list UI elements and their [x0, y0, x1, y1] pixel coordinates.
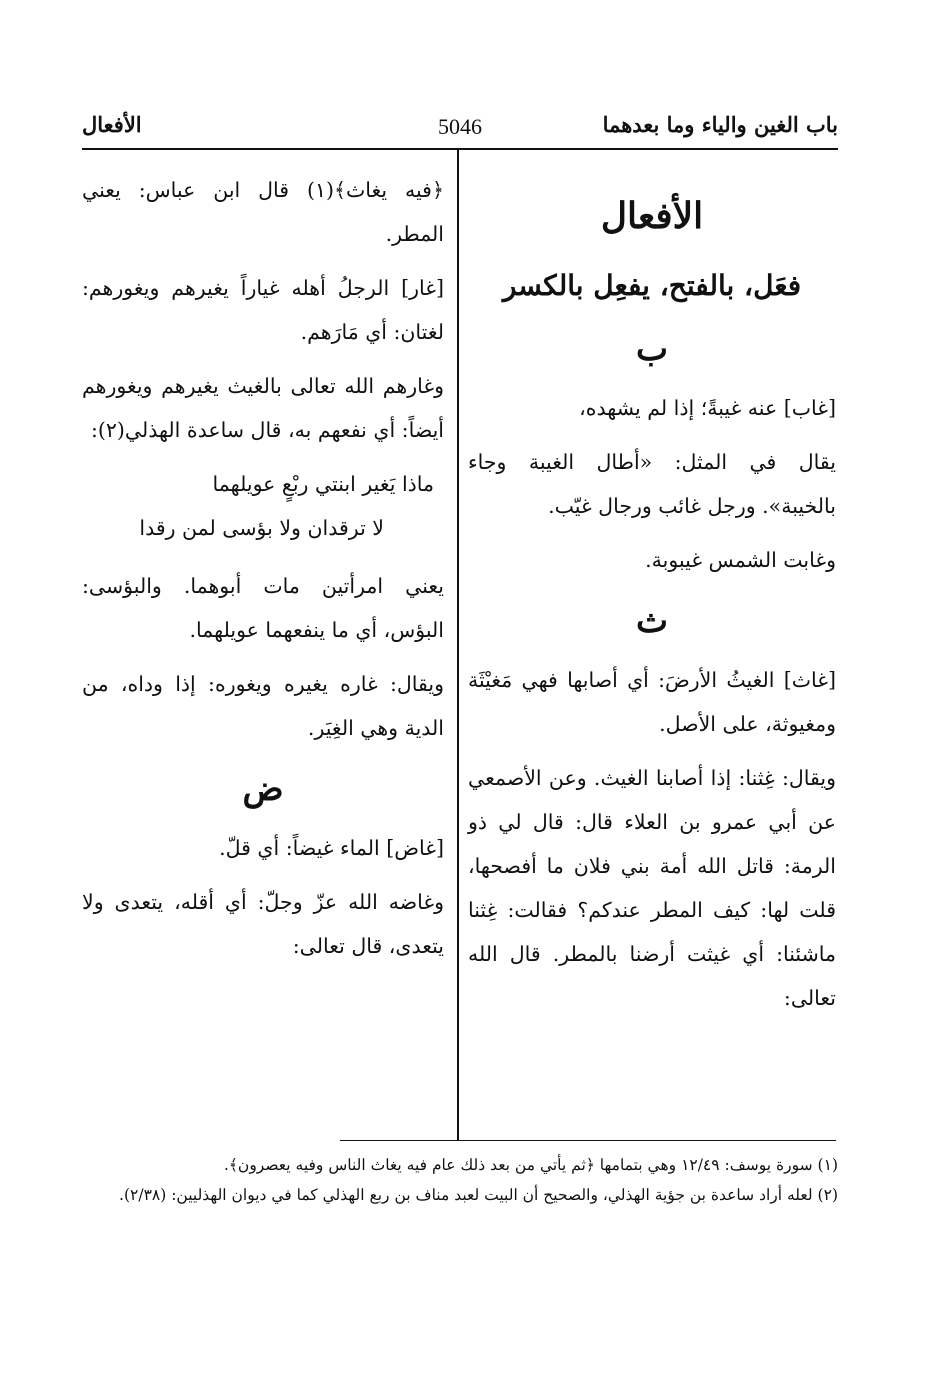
entry-ghad: [غاض] الماء غيضاً: أي قلّ. — [219, 836, 444, 860]
entry-ghab: [غاب] عنه غيبةً؛ إذا لم يشهده، — [579, 396, 836, 420]
page-header — [82, 108, 838, 148]
entry-ghath: [غاث] الغيثُ الأرضَ: أي أصابها فهي مَغيْثَة ومغيوثة، على الأصل. — [468, 668, 836, 736]
footnote-rule — [340, 1140, 836, 1141]
right-heading: الأفعال — [600, 195, 704, 237]
right-subheading: فعَل، بالفتح، يفعِل بالكسر — [502, 269, 802, 302]
footnotes — [82, 1150, 838, 1210]
poem-verse-1: ماذا يَغير ابنتي ربْعٍ عويلهما — [212, 472, 434, 496]
letter-heading-th: ث — [635, 601, 668, 641]
column-divider — [457, 150, 459, 1140]
page-number: 5046 — [438, 114, 482, 139]
header-rule — [82, 148, 838, 150]
entry-ghar-diya: ويقال: غاره يغيره ويغوره: إذا وداه، من الدية وهي الغِيَر. — [82, 672, 444, 740]
section-title: الأفعال — [82, 112, 142, 137]
entry-ghath-story: ويقال: غِثنا: إذا أصابنا الغيث. وعن الأصمعي عن أبي عمرو بن العلاء قال: قال لي ذو الرمة: قاتل الله أمة بني فلان ما أفصحها، قلت لها: كيف المطر عندكم؟ فقالت: غِثنا ماشئنا: أي غيثت أرضنا بالمطر. قال الله تعالى: — [468, 766, 836, 1010]
left-column — [82, 168, 444, 978]
entry-ghad-transitive: وغاضه الله عزّ وجلّ: أي أقله، يتعدى ولا يتعدى، قال تعالى: — [82, 890, 444, 958]
right-column — [468, 168, 836, 1030]
poem-verse-2: لا ترقدان ولا بؤسى لمن رقدا — [139, 516, 384, 540]
chapter-title: باب الغين والياء وما بعدهما — [602, 112, 838, 137]
letter-heading-b: ب — [635, 329, 668, 369]
entry-ghar-rain: وغارهم الله تعالى بالغيث يغيرهم ويغورهم أيضاً: أي نفعهم به، قال ساعدة الهذلي(٢): — [82, 374, 444, 442]
entry-ghar: [غار] الرجلُ أهله غياراً يغيرهم ويغورهم: لغتان: أي مَارَهم. — [82, 276, 444, 344]
entry-ghab-sun: وغابت الشمس غيبوبة. — [645, 548, 836, 572]
footnote-1: (١) سورة يوسف: ١٢/٤٩ وهي بتمامها ﴿ثم يأتي من بعد ذلك عام فيه يغاث الناس وفيه يعصرون﴾. — [223, 1156, 838, 1174]
footnote-2: (٢) لعله أراد ساعدة بن جؤية الهذلي، والصحيح أن البيت لعبد مناف بن ربع الهذلي كما في ديوان الهذليين: (٢/٣٨). — [119, 1186, 838, 1204]
entry-quran-quote: ﴿فيه يغاث﴾(١) قال ابن عباس: يعني المطر. — [82, 178, 444, 246]
letter-heading-d: ض — [242, 769, 284, 809]
entry-ghab-proverb: يقال في المثل: «أطال الغيبة وجاء بالخيبة». ورجل غائب ورجال غيّب. — [468, 450, 836, 518]
entry-poem-explanation: يعني امرأتين مات أبوهما. والبؤسى: البؤس، أي ما ينفعهما عويلهما. — [82, 574, 444, 642]
